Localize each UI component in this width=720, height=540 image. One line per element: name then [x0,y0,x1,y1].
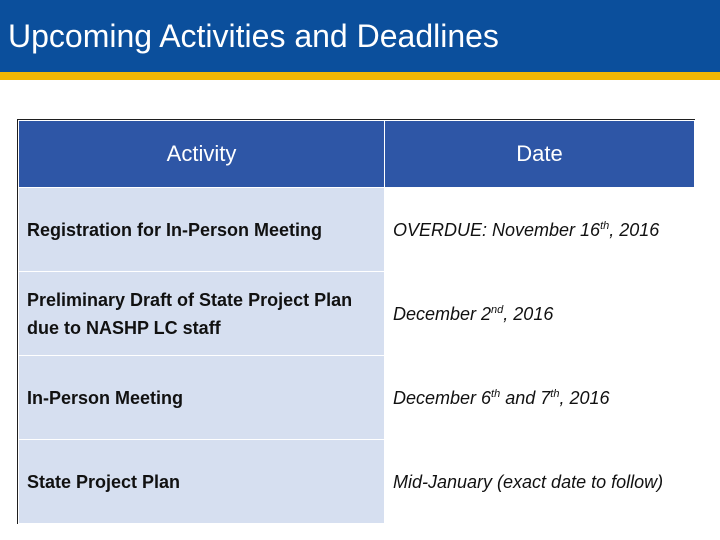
date-text: , 2016 [503,303,554,324]
date-text: Mid-January (exact date to follow) [393,471,664,492]
date-text: , 2016 [609,219,660,240]
table-header-row [19,121,695,188]
date-text: , 2016 [559,387,610,408]
date-text: OVERDUE: November 16 [393,219,601,240]
ordinal-suffix: nd [491,303,504,316]
activity-cell: Registration for In-Person Meeting [19,188,385,272]
date-text: December 2 [393,303,492,324]
table-row [19,440,695,524]
date-text: December 6 [393,387,492,408]
ordinal-suffix: th [550,387,560,400]
activity-cell: In-Person Meeting [19,356,385,440]
title-accent-stripe [0,72,720,80]
page-title: Upcoming Activities and Deadlines [8,18,499,54]
date-cell [385,440,695,524]
column-header-date: Date [385,121,695,188]
title-bar [0,0,720,72]
activity-cell: Preliminary Draft of State Project Plan due to NASHP LC staff [19,272,385,356]
ordinal-suffix: th [491,387,501,400]
ordinal-suffix: th [600,219,610,232]
column-header-activity: Activity [19,121,385,188]
table-row [19,356,695,440]
table-row [19,188,695,272]
date-text: and 7 [500,387,551,408]
table-row [19,272,695,356]
activities-table-container [17,119,695,524]
activity-cell: State Project Plan [19,440,385,524]
activities-table [18,120,695,524]
date-cell [385,356,695,440]
date-cell [385,272,695,356]
date-cell [385,188,695,272]
